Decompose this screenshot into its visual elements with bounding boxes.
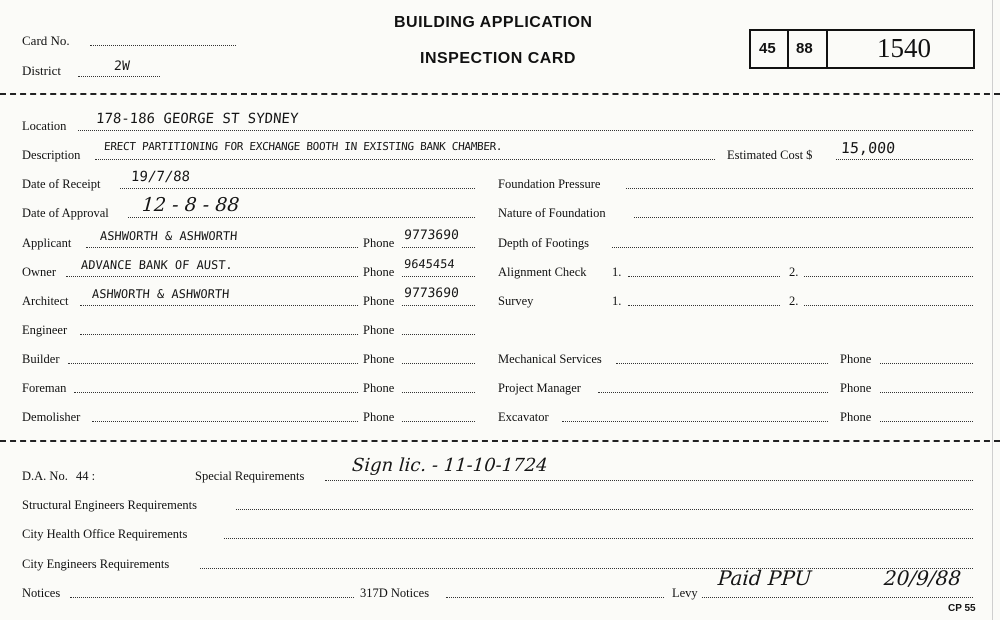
applicant-label: Applicant <box>22 236 72 250</box>
card-no-field[interactable] <box>90 45 236 46</box>
levy-field[interactable] <box>702 597 973 598</box>
card-title-line1: BUILDING APPLICATION <box>394 14 593 31</box>
location-label: Location <box>22 119 67 133</box>
foreman-phone-label: Phone <box>363 381 395 395</box>
owner-phone-value: 9645454 <box>403 257 456 271</box>
special-requirements-field[interactable] <box>325 480 973 481</box>
description-field[interactable] <box>95 159 715 160</box>
demolisher-field[interactable] <box>92 421 358 422</box>
estimated-cost-field[interactable] <box>836 159 973 160</box>
date-receipt-label: Date of Receipt <box>22 177 101 191</box>
alignment-check-1-field[interactable] <box>628 276 780 277</box>
reference-part-a: 45 <box>759 40 776 57</box>
card-title-line2: INSPECTION CARD <box>420 50 576 67</box>
form-code: CP 55 <box>948 603 976 614</box>
depth-footings-field[interactable] <box>612 247 973 248</box>
foreman-label: Foreman <box>22 381 67 395</box>
date-approval-label: Date of Approval <box>22 206 109 220</box>
applicant-value: ASHWORTH & ASHWORTH <box>99 229 238 243</box>
reference-part-b: 88 <box>796 40 813 57</box>
special-requirements-label: Special Requirements <box>195 469 305 483</box>
levy-date: 20/9/88 <box>883 566 962 590</box>
da-no-label: D.A. No. <box>22 469 68 483</box>
architect-phone-field[interactable] <box>402 305 475 306</box>
owner-label: Owner <box>22 265 57 279</box>
alignment-check-1-label: 1. <box>612 265 622 279</box>
nature-foundation-field[interactable] <box>634 217 973 218</box>
reference-divider <box>826 29 828 69</box>
project-manager-field[interactable] <box>598 392 828 393</box>
survey-2-label: 2. <box>789 294 799 308</box>
date-approval-value: 12 - 8 - 88 <box>141 194 241 216</box>
depth-footings-label: Depth of Footings <box>498 236 589 250</box>
location-value: 178-186 GEORGE ST SYDNEY <box>95 111 299 127</box>
reference-box <box>749 29 975 69</box>
levy-label: Levy <box>672 586 698 600</box>
alignment-check-2-field[interactable] <box>804 276 973 277</box>
date-approval-field[interactable] <box>128 217 475 218</box>
project-manager-phone-field[interactable] <box>880 392 973 393</box>
applicant-phone-value: 9773690 <box>403 228 460 243</box>
reference-divider <box>787 29 789 69</box>
location-field[interactable] <box>78 130 973 131</box>
da-no-value: 44 : <box>76 469 96 483</box>
structural-engineers-label: Structural Engineers Requirements <box>22 498 197 512</box>
engineer-phone-label: Phone <box>363 323 395 337</box>
demolisher-phone-field[interactable] <box>402 421 475 422</box>
owner-value: ADVANCE BANK OF AUST. <box>80 258 234 272</box>
applicant-field[interactable] <box>86 247 358 248</box>
owner-phone-label: Phone <box>363 265 395 279</box>
reference-number: 1540 <box>877 33 931 63</box>
district-label: District <box>22 63 61 78</box>
city-engineers-field[interactable] <box>200 568 973 569</box>
survey-1-field[interactable] <box>628 305 780 306</box>
applicant-phone-label: Phone <box>363 236 395 250</box>
notices-317d-field[interactable] <box>446 597 664 598</box>
survey-1-label: 1. <box>612 294 622 308</box>
date-receipt-value: 19/7/88 <box>130 169 191 185</box>
excavator-field[interactable] <box>562 421 828 422</box>
levy-value: Paid PPU <box>717 566 813 590</box>
demolisher-phone-label: Phone <box>363 410 395 424</box>
survey-label: Survey <box>498 294 534 308</box>
builder-phone-label: Phone <box>363 352 395 366</box>
header-divider <box>0 93 1000 95</box>
description-label: Description <box>22 148 81 162</box>
foreman-field[interactable] <box>74 392 358 393</box>
mechanical-services-phone-label: Phone <box>840 352 872 366</box>
city-health-label: City Health Office Requirements <box>22 527 188 541</box>
mechanical-services-label: Mechanical Services <box>498 352 602 366</box>
owner-phone-field[interactable] <box>402 276 475 277</box>
foreman-phone-field[interactable] <box>402 392 475 393</box>
date-receipt-field[interactable] <box>120 188 475 189</box>
notices-label: Notices <box>22 586 61 600</box>
mechanical-services-field[interactable] <box>616 363 828 364</box>
builder-field[interactable] <box>68 363 358 364</box>
engineer-phone-field[interactable] <box>402 334 475 335</box>
project-manager-label: Project Manager <box>498 381 581 395</box>
estimated-cost-label: Estimated Cost $ <box>727 148 813 162</box>
card-no-label: Card No. <box>22 33 70 48</box>
applicant-phone-field[interactable] <box>402 247 475 248</box>
description-value: ERECT PARTITIONING FOR EXCHANGE BOOTH IN EXISTING BANK CHAMBER. <box>103 140 503 153</box>
survey-2-field[interactable] <box>804 305 973 306</box>
estimated-cost-value: 15,000 <box>840 139 896 157</box>
architect-label: Architect <box>22 294 69 308</box>
excavator-label: Excavator <box>498 410 549 424</box>
district-value: 2W <box>113 59 131 74</box>
special-requirements-value: Sign lic. - 11-10-1724 <box>351 455 549 476</box>
structural-engineers-field[interactable] <box>236 509 973 510</box>
architect-phone-value: 9773690 <box>403 286 460 301</box>
notices-317d-label: 317D Notices <box>360 586 430 600</box>
notices-field[interactable] <box>70 597 354 598</box>
engineer-label: Engineer <box>22 323 68 337</box>
city-health-field[interactable] <box>224 538 973 539</box>
nature-foundation-label: Nature of Foundation <box>498 206 606 220</box>
builder-phone-field[interactable] <box>402 363 475 364</box>
engineer-field[interactable] <box>80 334 358 335</box>
district-field[interactable] <box>78 76 160 77</box>
project-manager-phone-label: Phone <box>840 381 872 395</box>
mechanical-services-phone-field[interactable] <box>880 363 973 364</box>
owner-field[interactable] <box>66 276 358 277</box>
demolisher-label: Demolisher <box>22 410 81 424</box>
excavator-phone-field[interactable] <box>880 421 973 422</box>
architect-phone-label: Phone <box>363 294 395 308</box>
alignment-check-2-label: 2. <box>789 265 799 279</box>
section-divider <box>0 440 1000 442</box>
excavator-phone-label: Phone <box>840 410 872 424</box>
city-engineers-label: City Engineers Requirements <box>22 557 170 571</box>
architect-field[interactable] <box>80 305 358 306</box>
alignment-check-label: Alignment Check <box>498 265 587 279</box>
foundation-pressure-label: Foundation Pressure <box>498 177 601 191</box>
builder-label: Builder <box>22 352 60 366</box>
foundation-pressure-field[interactable] <box>626 188 973 189</box>
architect-value: ASHWORTH & ASHWORTH <box>91 287 230 301</box>
